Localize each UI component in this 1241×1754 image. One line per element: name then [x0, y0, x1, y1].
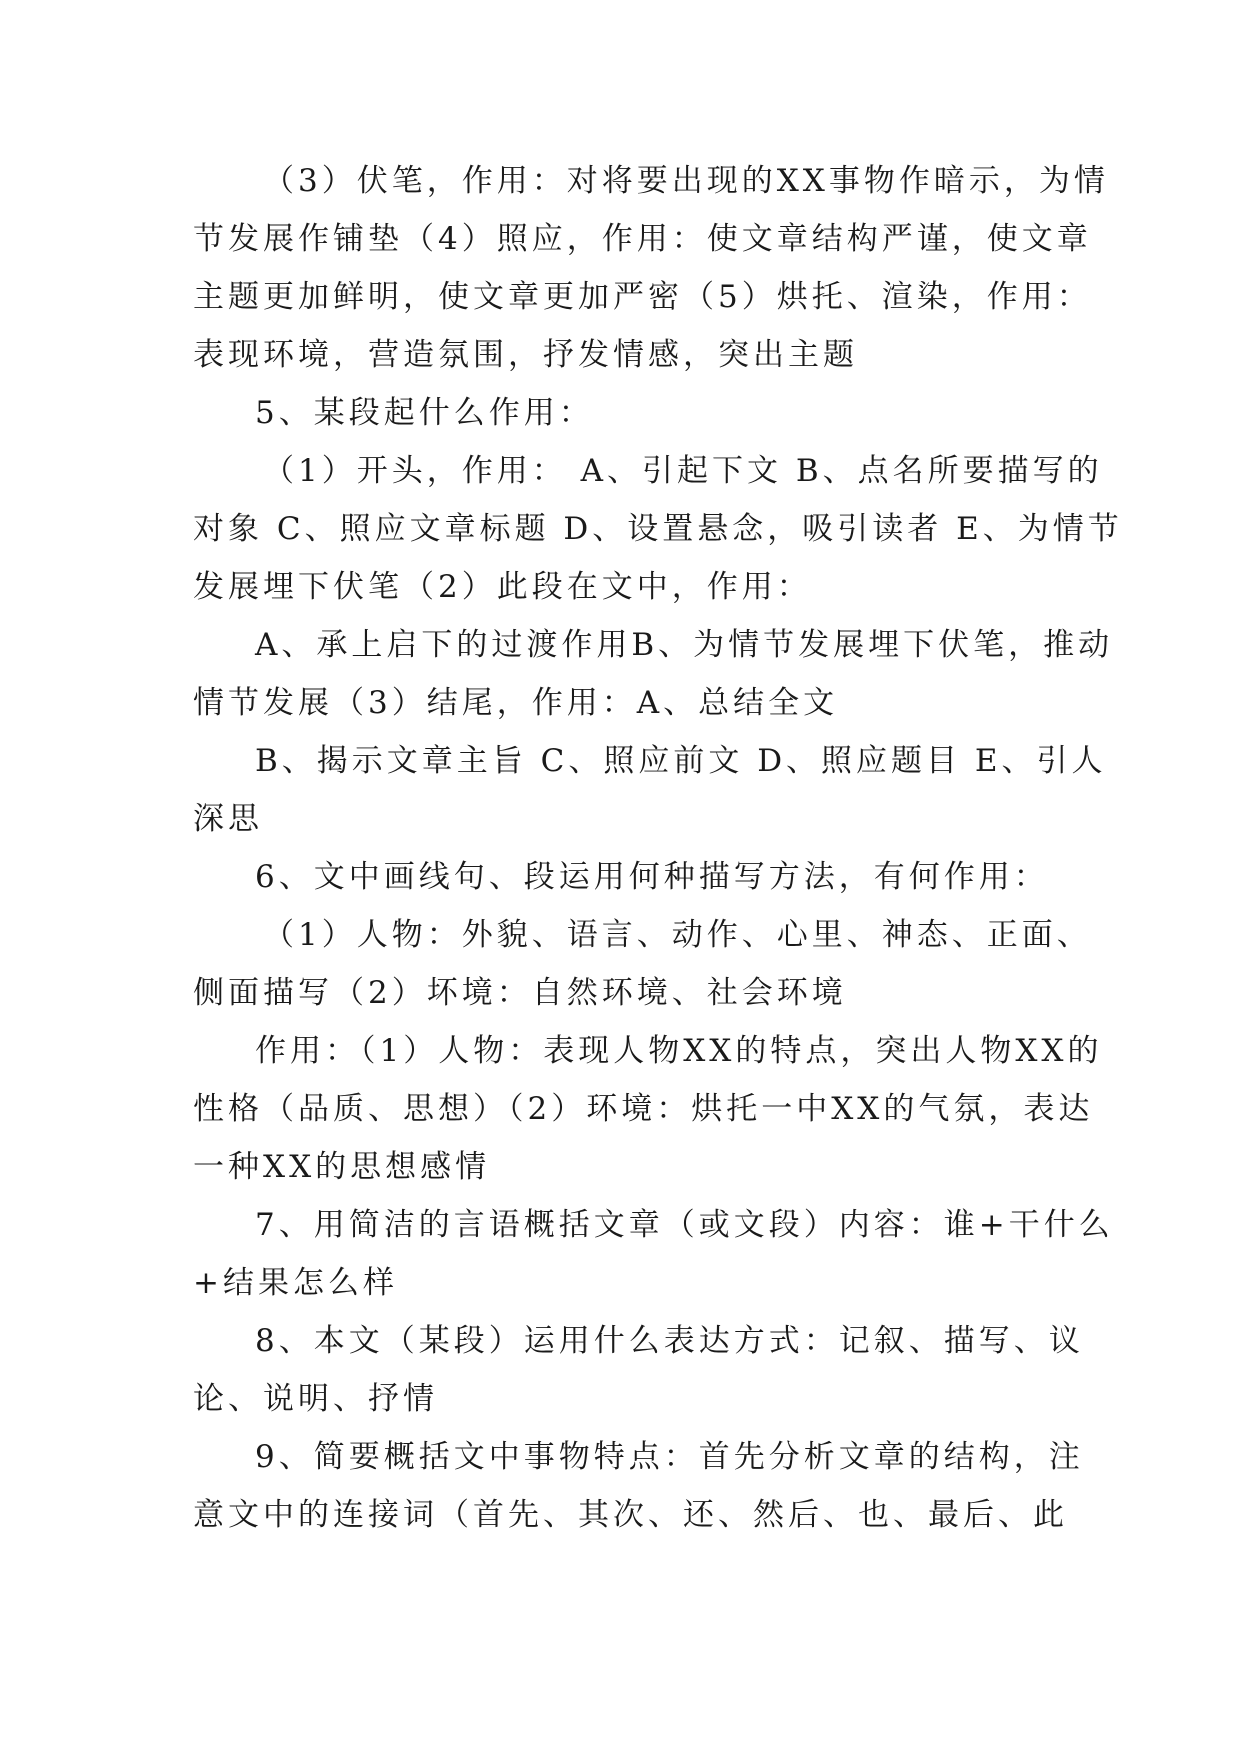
text-line: 深思 [193, 801, 263, 837]
text-line: +结果怎么样 [193, 1265, 398, 1301]
text-line: 发展埋下伏笔（2）此段在文中，作用： [193, 569, 812, 605]
text-line: 论、说明、抒情 [193, 1381, 438, 1417]
text-line: 一种XX的思想感情 [193, 1149, 491, 1185]
text-line: 6、文中画线句、段运用何种描写方法，有何作用： [255, 859, 1049, 895]
text-line: 7、用简洁的言语概括文章（或文段）内容：谁+干什么 [255, 1207, 1114, 1243]
text-line: 表现环境，营造氛围，抒发情感，突出主题 [193, 337, 858, 373]
text-line: （3）伏笔，作用：对将要出现的XX事物作暗示，为情 [263, 163, 1109, 199]
text-line: （1）人物：外貌、语言、动作、心里、神态、正面、 [263, 917, 1092, 953]
text-line: 9、简要概括文中事物特点：首先分析文章的结构，注 [255, 1439, 1084, 1475]
text-line: 性格（品质、思想）（2）环境：烘托一中XX的气氛，表达 [193, 1091, 1094, 1127]
text-line: 节发展作铺垫（4）照应，作用：使文章结构严谨，使文章 [193, 221, 1092, 257]
text-line: 对象 C、照应文章标题 D、设置悬念，吸引读者 E、为情节 [193, 511, 1123, 547]
text-line: A、承上启下的过渡作用B、为情节发展埋下伏笔，推动 [255, 627, 1114, 663]
text-line: 情节发展（3）结尾，作用：A、总结全文 [193, 685, 839, 721]
text-line: 主题更加鲜明，使文章更加严密（5）烘托、渲染，作用： [193, 279, 1092, 315]
text-line: 作用：（1）人物：表现人物XX的特点，突出人物XX的 [255, 1033, 1103, 1069]
text-line: （1）开头，作用： A、引起下文 B、点名所要描写的 [263, 453, 1103, 489]
text-line: 8、本文（某段）运用什么表达方式：记叙、描写、议 [255, 1323, 1084, 1359]
text-line: 侧面描写（2）坏境：自然环境、社会环境 [193, 975, 847, 1011]
text-line: B、揭示文章主旨 C、照应前文 D、照应题目 E、引人 [255, 743, 1107, 779]
text-line: 5、某段起什么作用： [255, 395, 594, 431]
document-body [193, 152, 1123, 1544]
text-line: 意文中的连接词（首先、其次、还、然后、也、最后、此 [193, 1497, 1068, 1533]
